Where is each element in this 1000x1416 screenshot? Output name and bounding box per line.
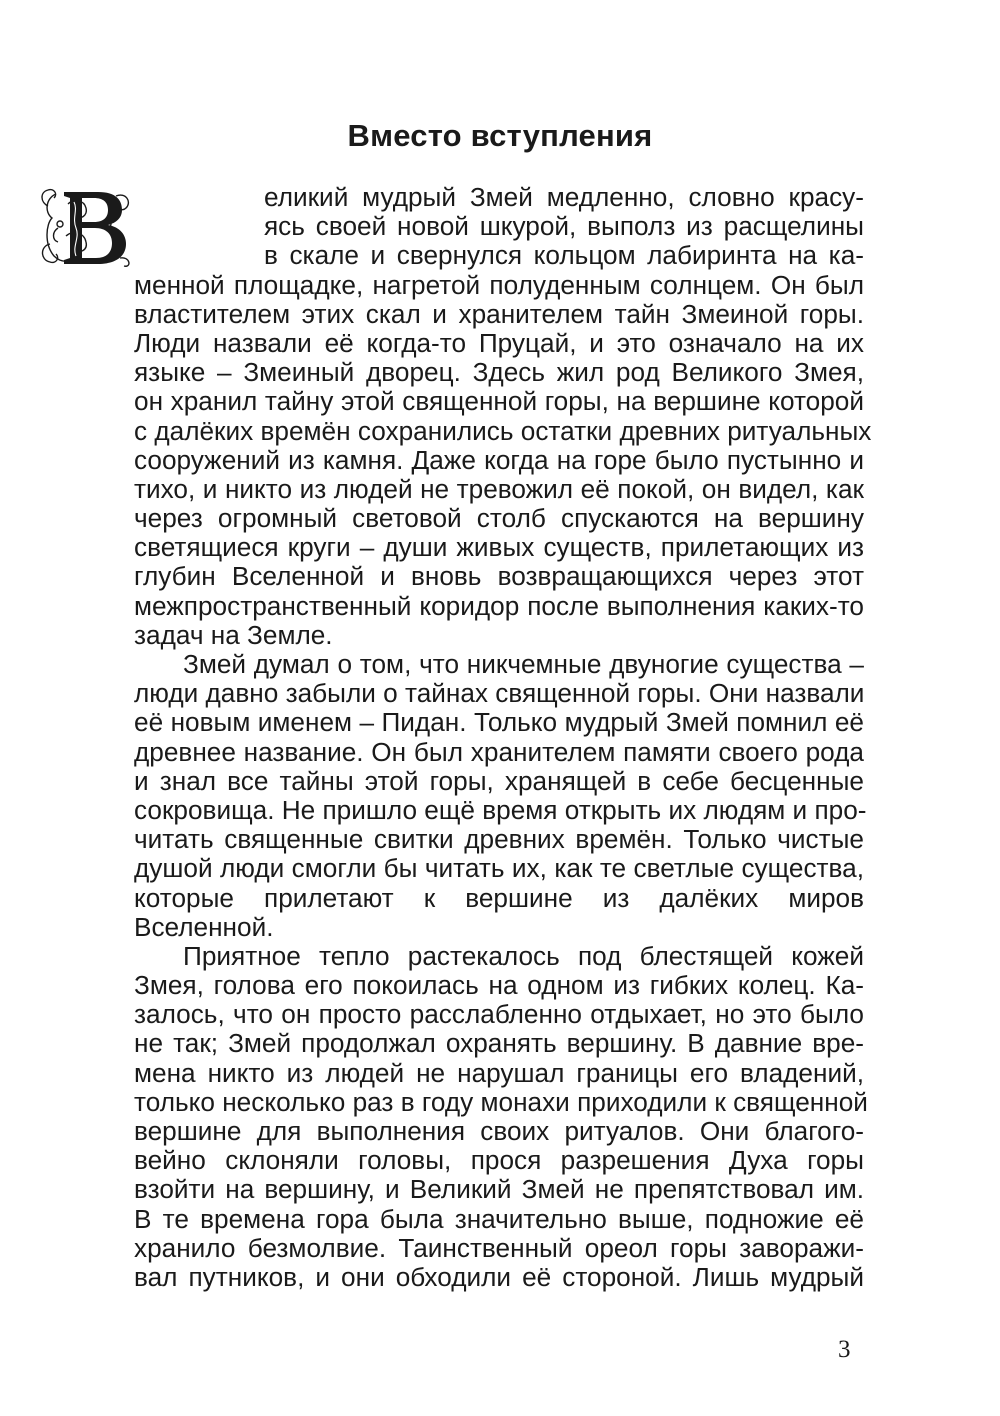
text-line: читать священные свитки древних времён. Только чистые [134, 824, 864, 855]
text-line: вал путников, и они обходили её стороной. Лишь мудрый [134, 1261, 864, 1292]
text-line: властителем этих скал и хранителем тайн Змеиной горы. [134, 298, 864, 329]
text-line: душой люди смогли бы читать их, как те светлые существа, [134, 853, 864, 884]
text-line: межпространственный коридор после выполнения каких-то [134, 590, 864, 621]
text-line: задач на Земле. [134, 619, 333, 650]
text-line: с далёких времён сохранились остатки древних ритуальных [134, 415, 872, 446]
text-line: люди давно забыли о тайнах священной горы. Они назвали [134, 678, 865, 709]
text-line: тихо, и никто из людей не тревожил её покой, он видел, как [134, 473, 864, 504]
text-line: языке – Змеиный дворец. Здесь жил род Великого Змея, [134, 357, 864, 388]
text-line: хранило безмолвие. Таинственный ореол горы заворажи- [134, 1232, 864, 1263]
text-line: взойти на вершину, и Великий Змей не препятствовал им. [134, 1174, 864, 1205]
text-line: Люди назвали её когда-то Пруцай, и это означало на их [134, 327, 864, 358]
chapter-title: Вместо вступления [347, 118, 653, 153]
text-line: её новым именем – Пидан. Только мудрый Змей помнил её [134, 707, 864, 738]
text-line: ясь своей новой шкурой, выполз из расщелины [264, 211, 864, 242]
text-line: через огромный световой столб спускаются на вершину [134, 503, 864, 534]
text-line: менной площадке, нагретой полуденным солнцем. Он был [134, 269, 864, 300]
text-line: вейно склоняли головы, прося разрешения Духа горы [134, 1145, 864, 1176]
body-text [134, 182, 872, 1292]
text-line: которые прилетают к вершине из далёких миров [134, 882, 864, 913]
text-line: вершине для выполнения своих ритуалов. Они благого- [134, 1116, 864, 1146]
text-line: Змея, голова его покоилась на одном из гибких колец. Ка- [134, 970, 864, 1001]
text-line: сокровища. Не пришло ещё время открыть их людям и про- [134, 794, 867, 825]
text-line: Приятное тепло растекалось под блестящей кожей [183, 940, 864, 971]
text-line: сооружений из камня. Даже когда на горе было пустынно и [134, 444, 864, 475]
text-line: в скале и свернулся кольцом лабиринта на ка- [264, 240, 864, 271]
text-line: еликий мудрый Змей медленно, словно красу- [264, 182, 864, 212]
text-line: только несколько раз в году монахи приходили к священной [134, 1086, 868, 1117]
text-line: Змей думал о том, что никчемные двуногие существа – [183, 649, 864, 679]
text-line: не так; Змей продолжал охранять вершину. В давние вре- [134, 1028, 864, 1059]
ornamental-dropcap-icon [38, 184, 134, 268]
text-line: В те времена гора была значительно выше, подножие её [134, 1203, 864, 1234]
text-line: светящиеся круги – души живых существ, прилетающих из [134, 532, 864, 563]
page-number: 3 [838, 1336, 851, 1363]
text-line: и знал все тайны этой горы, хранящей в себе бесценные [134, 765, 864, 796]
text-line: глубин Вселенной и вновь возвращающихся через этот [134, 561, 864, 592]
text-line: мена никто из людей не нарушал границы его владений, [134, 1057, 864, 1088]
text-line: залось, что он просто расслабленно отдыхает, но это было [134, 999, 864, 1030]
text-line: Вселенной. [134, 911, 274, 942]
text-line: он хранил тайну этой священной горы, на вершине которой [134, 386, 864, 417]
text-line: древнее название. Он был хранителем памяти своего рода [134, 736, 864, 767]
